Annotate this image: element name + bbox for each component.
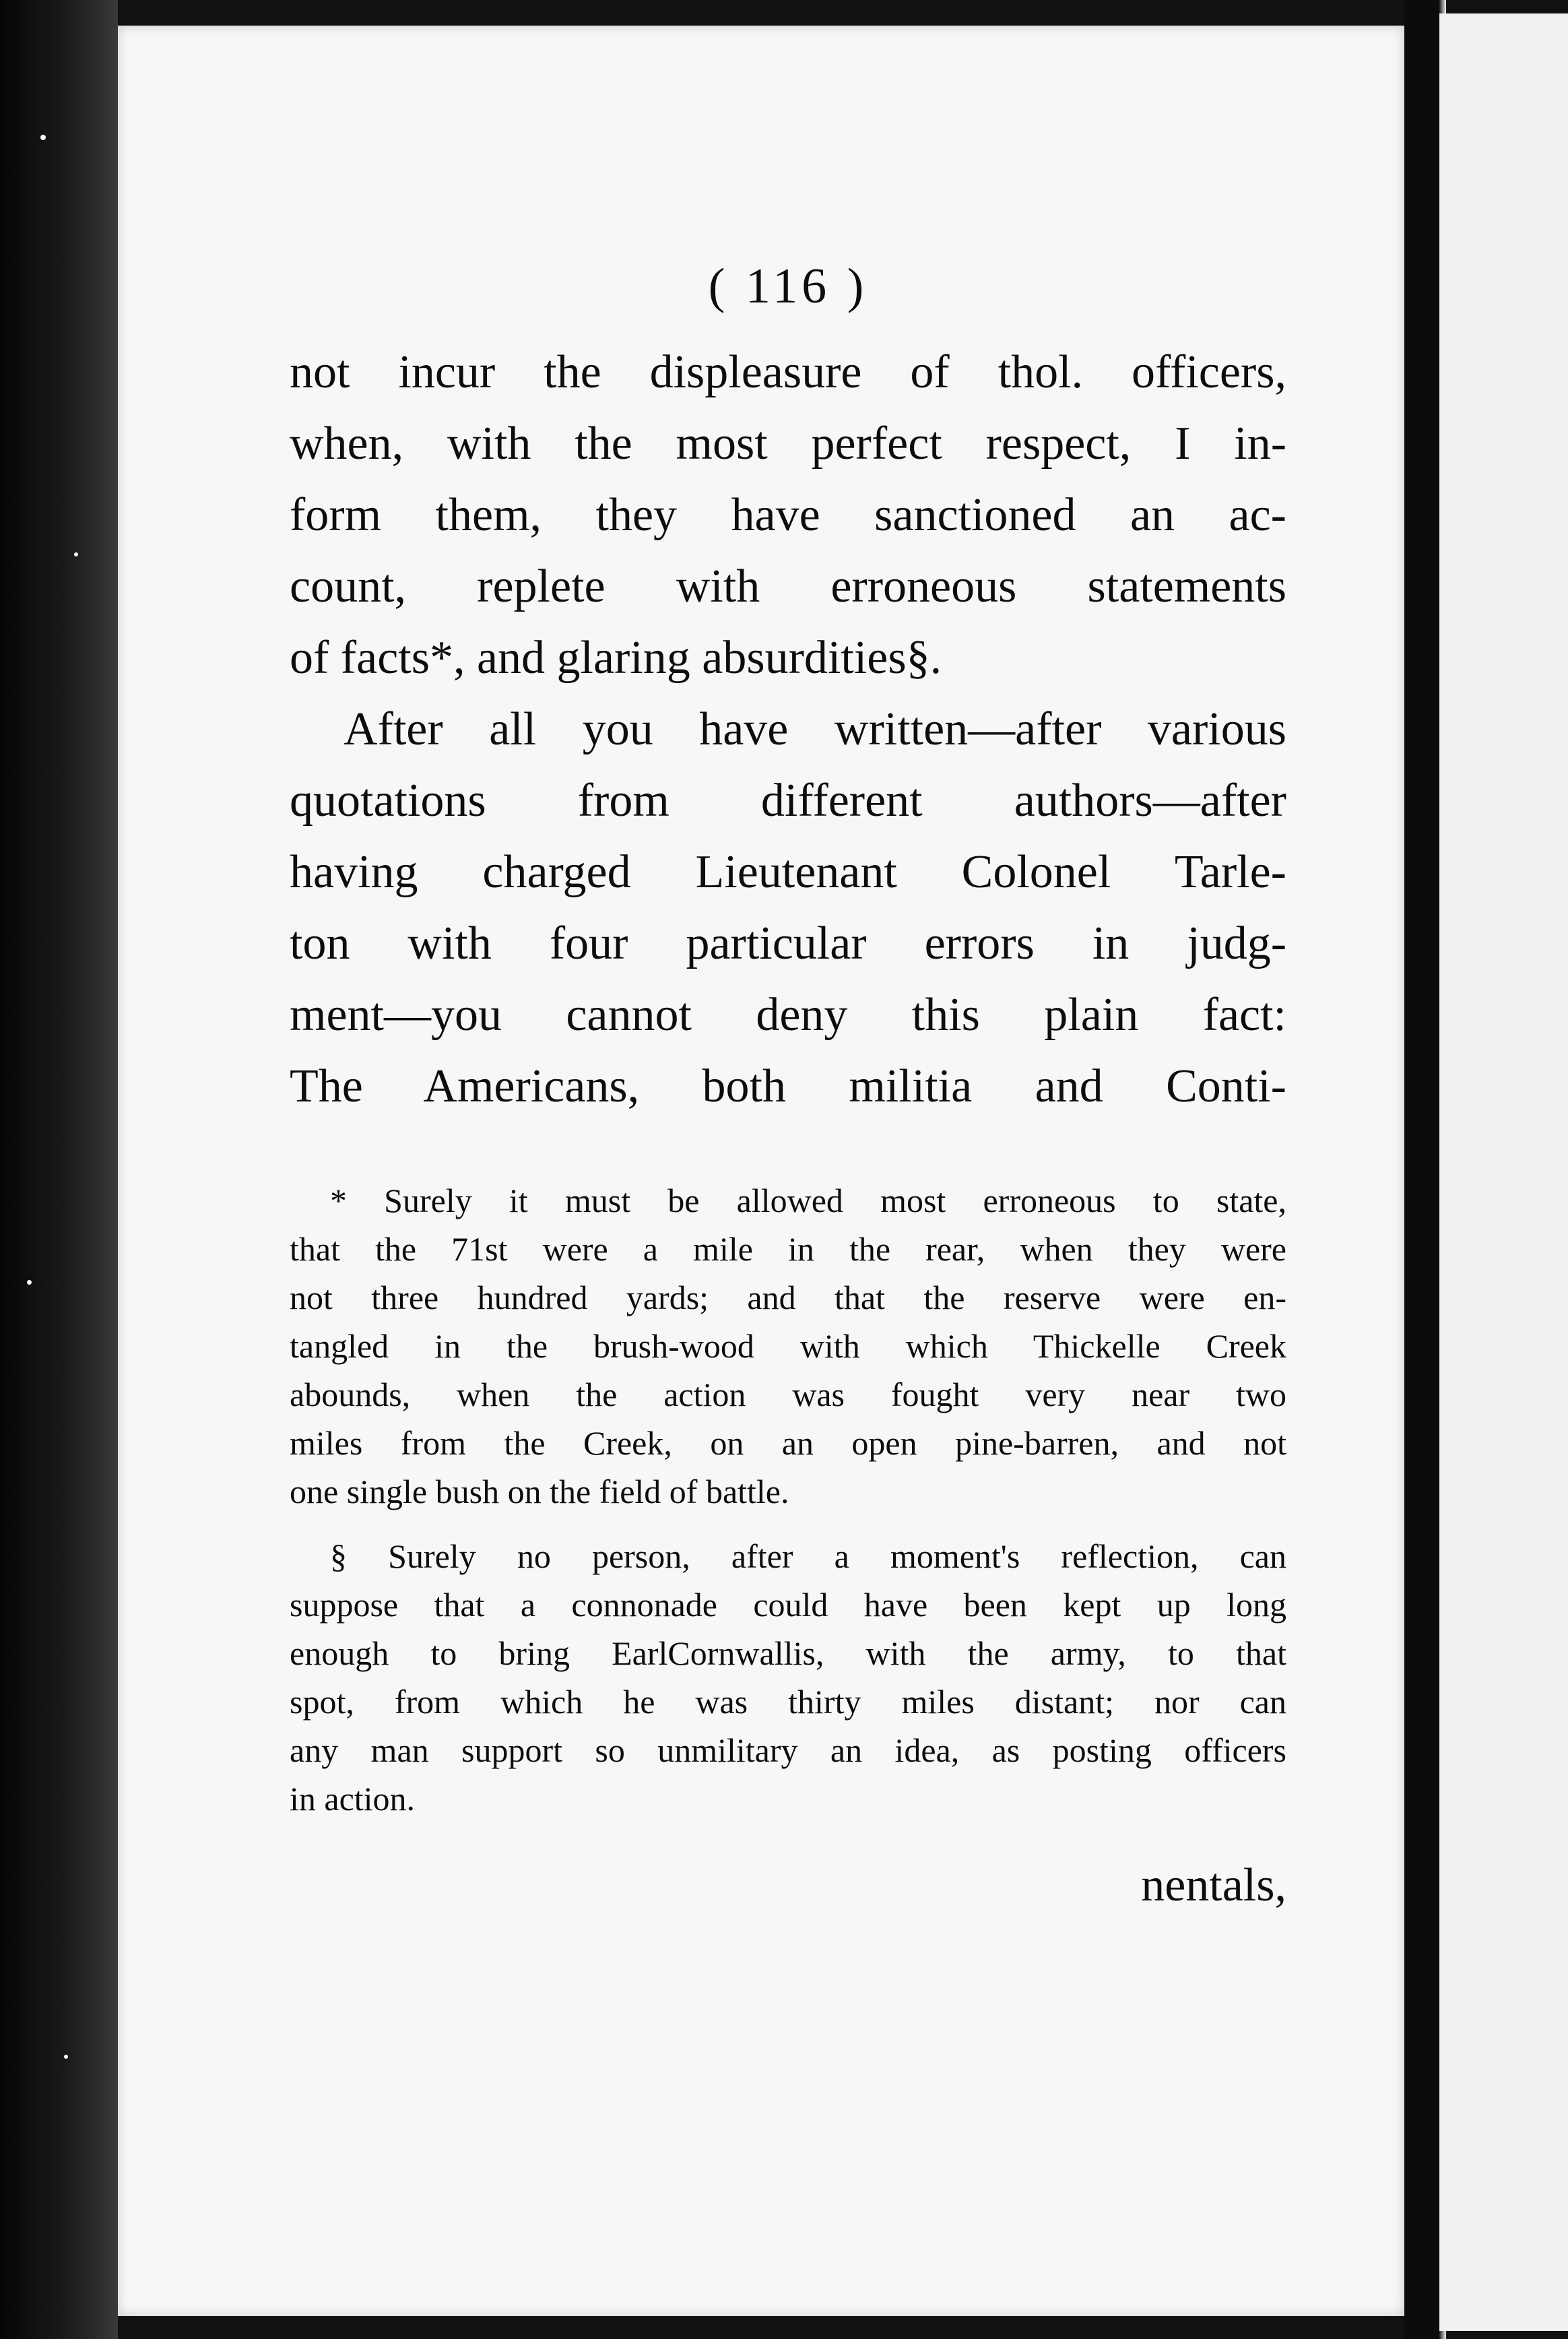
- footnote-line: § Surely no person, after a moment's reflection, can: [330, 1537, 1286, 1575]
- body-line: ton with four particular errors in judg-: [290, 918, 1286, 969]
- body-line: not incur the displeasure of thol. officers,: [290, 346, 1286, 398]
- scan-speck: [40, 135, 46, 140]
- footnote-line: enough to bring EarlCornwallis, with the army, to that: [290, 1634, 1286, 1672]
- scan-speck: [74, 552, 78, 556]
- footnote-line: that the 71st were a mile in the rear, when they were: [290, 1230, 1286, 1268]
- adjacent-page-edge: [1439, 13, 1568, 2331]
- body-line: quotations from different authors—after: [290, 775, 1286, 827]
- body-text: [290, 337, 1286, 1122]
- scan-speck: [27, 1280, 32, 1285]
- body-line: form them, they have sanctioned an ac-: [290, 489, 1286, 541]
- body-line: having charged Lieutenant Colonel Tarle-: [290, 846, 1286, 898]
- page-text: [290, 249, 1286, 1921]
- body-line: of facts*, and glaring absurdities§.: [290, 632, 942, 684]
- body-line: count, replete with erroneous statements: [290, 560, 1286, 612]
- footnote-line: not three hundred yards; and that the reserve were en-: [290, 1279, 1286, 1316]
- footnote-star: [290, 1176, 1286, 1516]
- footnote-line: suppose that a connonade could have been kept up long: [290, 1586, 1286, 1624]
- footnote-line: * Surely it must be allowed most erroneous to state,: [330, 1182, 1286, 1219]
- footnote-line: abounds, when the action was fought very near two: [290, 1376, 1286, 1413]
- scan-speck: [64, 2055, 68, 2059]
- footnote-line: in action.: [290, 1780, 416, 1818]
- body-line: The Americans, both militia and Conti-: [290, 1060, 1286, 1112]
- footnote-line: spot, from which he was thirty miles distant; nor can: [290, 1683, 1286, 1721]
- page-gutter-shadow: [1404, 0, 1439, 2339]
- footnote-line: any man support so unmilitary an idea, as posting officers: [290, 1731, 1286, 1769]
- book-spine-edge: [0, 0, 118, 2339]
- footnote-line: tangled in the brush-wood with which Thickelle Creek: [290, 1327, 1286, 1365]
- footnote-section: [290, 1532, 1286, 1823]
- catchword: nentals,: [1141, 1859, 1286, 1911]
- body-line: After all you have written—after various: [344, 703, 1286, 755]
- footnote-line: one single bush on the field of battle.: [290, 1473, 789, 1510]
- page-number: ( 116 ): [708, 259, 868, 314]
- body-line: when, with the most perfect respect, I in-: [290, 418, 1286, 470]
- footnote-line: miles from the Creek, on an open pine-barren, and not: [290, 1424, 1286, 1462]
- footnotes: [290, 1176, 1286, 1823]
- body-line: ment—you cannot deny this plain fact:: [290, 989, 1286, 1041]
